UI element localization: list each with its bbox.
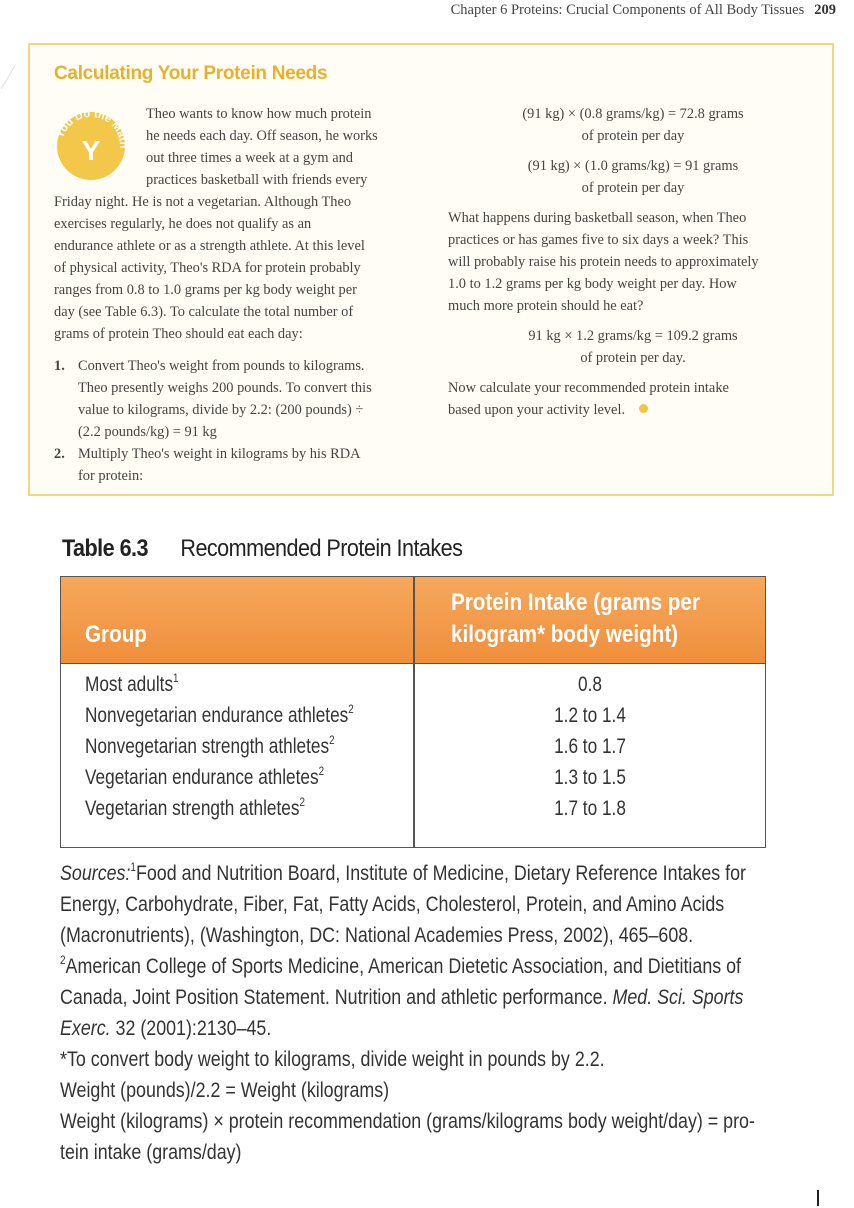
group-cell: Nonvegetarian endurance athletes$^2$ <box>85 702 354 727</box>
steps-list <box>54 355 414 487</box>
col-header-group: Group <box>85 621 147 648</box>
table-title: Recommended Protein Intakes <box>180 535 463 562</box>
equation-3: 91 kg × 1.2 grams/kg = 109.2 grams of protein per day. <box>528 328 738 366</box>
left-column <box>54 103 414 487</box>
step-1: 1. Convert Theo's weight from pounds to kilograms. Theo presently weighs 200 pounds. To convert this value to kilograms, divide by 2.2: (200 pounds) ÷ (2.2 pounds/kg) = 91 kg <box>54 358 372 440</box>
step-2: 2. Multiply Theo's weight in kilograms by his RDA for protein: <box>54 446 361 484</box>
table-row <box>61 673 765 704</box>
intro-line: grams of protein Theo should eat each day: <box>54 326 303 342</box>
table-row <box>61 797 765 828</box>
equation-1: (91 kg) × (0.8 grams/kg) = 72.8 grams of protein per day <box>522 106 744 144</box>
you-do-the-math-box <box>28 43 834 496</box>
intro-line: day (see Table 6.3). To calculate the total number of <box>54 304 354 320</box>
group-cell: Vegetarian strength athletes$^2$ <box>85 795 305 820</box>
intake-cell: 1.6 to 1.7 <box>554 735 626 758</box>
protein-intake-table <box>60 576 766 848</box>
col-header-intake: Protein Intake (grams per kilogram* body weight) <box>451 589 700 648</box>
badge-arc-text: You Do the Math <box>54 107 130 149</box>
season-paragraph: What happens during basketball season, when Theo practices or has games five to six days a week? This will probably raise his protein needs to approximately 1.0 to 1.2 grams per kg body weight per day. How much more protein should he eat? <box>448 210 759 314</box>
table-sources: Sources:$^1$Food and Nutrition Board, Institute of Medicine, Dietary Reference Intakes for Energy, Carbohydrate, Fiber, Fat, Fatty Acids, Cholesterol, Protein, and Amino Acids (Macronutrients), (Washington, DC: National Academies Press, 2002), 465–608. $^2$American College of Sports Medicine, American Dietetic Association, and Dietitians of Canada, Joint Position Statement. Nutrition and athletic performance. Med. Sci. Sports Exerc. 32 (2001):2130–45. *To convert body weight to kilograms, divide weight in pounds by 2.2. Weight (pounds)/2.2 = Weight (kilograms) Weight (kilograms) × protein recommendation (grams/kilograms body weight/day) = pro- tein intake (grams/day) <box>60 860 755 1164</box>
intake-cell: 0.8 <box>578 673 602 696</box>
conversion-note: *To convert body weight to kilograms, divide weight in pounds by 2.2. <box>60 1047 605 1071</box>
end-of-box-icon <box>639 404 648 413</box>
equation-2: (91 kg) × (1.0 grams/kg) = 91 grams of protein per day <box>527 158 739 196</box>
intake-cell: 1.7 to 1.8 <box>554 797 626 820</box>
right-column <box>448 103 818 429</box>
group-cell: Vegetarian endurance athletes$^2$ <box>85 764 325 789</box>
intro-line: Friday night. He is not a vegetarian. Although Theo <box>54 194 352 210</box>
table-row <box>61 735 765 766</box>
intro-line: endurance athlete or as a strength athlete. At this level <box>54 238 365 254</box>
intake-cell: 1.3 to 1.5 <box>554 766 626 789</box>
intro-line: Theo wants to know how much protein <box>146 106 372 122</box>
table-label: Table 6.3 <box>62 535 148 562</box>
source-2: $^2$American College of Sports Medicine, American Dietetic Association, and Dietitians of <box>60 953 742 978</box>
page-number: 209 <box>814 2 836 18</box>
table-body <box>61 673 765 828</box>
table-caption <box>62 535 462 563</box>
table-row <box>61 766 765 797</box>
intro-line: out three times a week at a gym and <box>146 150 353 166</box>
badge-letter: Y <box>81 135 101 166</box>
running-head <box>451 2 836 19</box>
group-cell: Most adults$^1$ <box>85 671 179 696</box>
closing-paragraph: Now calculate your recommended protein intake based upon your activity level. <box>448 380 729 418</box>
intake-cell: 1.2 to 1.4 <box>554 704 626 727</box>
scan-mark <box>817 1190 819 1206</box>
source-1: Sources:$^1$Food and Nutrition Board, Institute of Medicine, Dietary Reference Intakes for <box>60 860 747 885</box>
intro-line: practices basketball with friends every <box>146 172 368 188</box>
formula-1: Weight (pounds)/2.2 = Weight (kilograms) <box>60 1078 390 1102</box>
chapter-title: Chapter 6 Proteins: Crucial Components of All Body Tissues <box>450 2 805 18</box>
table-row <box>61 704 765 735</box>
box-title: Calculating Your Protein Needs <box>54 63 328 84</box>
intro-line: exercises regularly, he does not qualify as an <box>54 216 312 232</box>
formula-2: Weight (kilograms) × protein recommendation (grams/kilograms body weight/day) = pro- <box>60 1109 755 1133</box>
intro-line: of physical activity, Theo's RDA for protein probably <box>54 260 361 276</box>
intro-line: ranges from 0.8 to 1.0 grams per kg body weight per <box>54 282 357 298</box>
intro-line: he needs each day. Off season, he works <box>146 128 378 144</box>
group-cell: Nonvegetarian strength athletes$^2$ <box>85 733 335 758</box>
